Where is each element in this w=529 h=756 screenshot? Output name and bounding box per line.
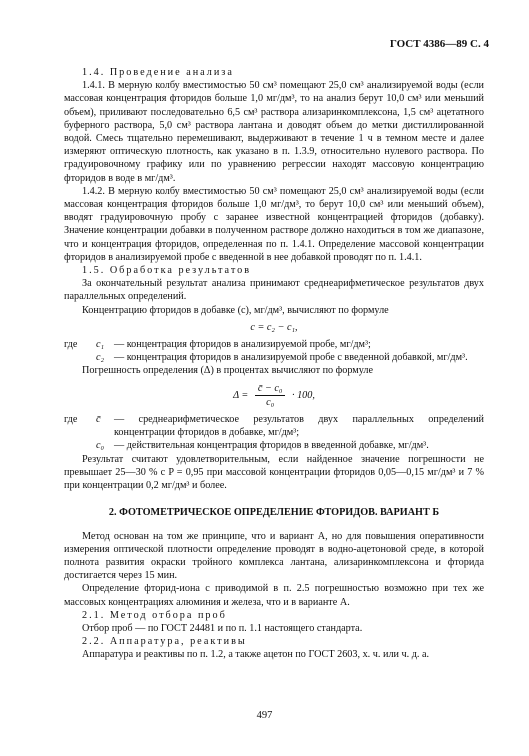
formula-c: c = c₂ − c₁, [250, 321, 298, 333]
section-2-2-title: 2.2. Аппаратура, реактивы [82, 636, 247, 648]
formula-rhs: · 100, [291, 389, 315, 401]
paragraph-2-2: Определение фторид-иона с приводимой в п. 2.5 погрешностью возможно при тех же массовых концентрациях алюминия и железа, что и в варианте А. [64, 583, 484, 608]
fraction-denominator: c₀ [266, 396, 275, 408]
variable-symbol: c₂ [96, 352, 105, 364]
paragraph-1-5-3: Погрешность определения (Δ) в процентах вычисляют по формуле [82, 365, 373, 377]
section-2-title: 2. ФОТОМЕТРИЧЕСКОЕ ОПРЕДЕЛЕНИЕ ФТОРИДОВ. ВАРИАНТ Б [108, 507, 440, 519]
formula-fraction [255, 382, 286, 409]
paragraph-1-5-2: Концентрацию фторидов в добавке (с), мг/дм³, вычисляют по формуле [82, 304, 389, 316]
paragraph-1-4-1: 1.4.1. В мерную колбу вместимостью 50 см³ помещают 25,0 см³ анализируемой воды (если массовая концентрация фторидов больше 1,0 мг/дм³, то на анализ берут 10,0 см³ или меньший объем), приливают последовательно 6,5 см³ раствора ализаринкомплексона, 1,5 см³ ацетатного буферного раствора, 5,0 см³ раствора лантана и доводят объем до метки дистиллированной водой. Смесь тщательно перемешивают, выдерживают в течение 1 ч в темном месте и далее измеряют оптическую плотность, как указано в п. 1.3.9, относительно нулевого раствора. По градуировочному графику или по уравнению регрессии находят массовую концентрацию фторидов в воде в мг/дм³. [64, 80, 484, 184]
where-row [64, 439, 484, 452]
section-2-1-title: 2.1. Метод отбора проб [82, 609, 227, 621]
paragraph-2-1: Метод основан на том же принципе, что и вариант А, но для повышения оперативности измерения оптической плотности определение проводят в водно-ацетоновой среде, в которой полнота развития окраски тройного комплекса лантана, ализаринкомплексона и фторида достигается через 15 мин. [64, 530, 484, 582]
where-row [64, 338, 484, 351]
where-label: где [64, 414, 78, 426]
section-1-4-title: 1.4. Проведение анализа [82, 67, 234, 78]
fraction-numerator: c̄ − c₀ [255, 382, 286, 396]
formula-lhs: Δ = [233, 389, 249, 401]
paragraph-1-5-1: За окончательный результат анализа принимают среднеарифметическое результатов двух параллельных определений. [64, 278, 484, 303]
section-1-5-title: 1.5. Обработка результатов [82, 265, 252, 277]
variable-description: — среднеарифметическое результатов двух параллельных определений концентрации фторидов в добавке, мг/дм³; [114, 414, 484, 439]
variable-symbol: c₁ [96, 339, 105, 351]
where-label: где [64, 339, 78, 351]
paragraph-2-1-text: Отбор проб — по ГОСТ 24481 и по п. 1.1 настоящего стандарта. [82, 622, 363, 634]
where-row [64, 413, 484, 439]
formula-delta [64, 382, 484, 409]
page-header: ГОСТ 4386—89 С. 4 [389, 38, 489, 50]
paragraph-1-5-4: Результат считают удовлетворительным, если найденное значение погрешности не превышает 25—30 % с P = 0,95 при массовой концентрации фторидов 0,05—0,15 мг/дм³ и 7 % при концентрации 0,2 мг/дм³ и более. [64, 453, 484, 492]
paragraph-1-4-2: 1.4.2. В мерную колбу вместимостью 50 см³ помещают 25,0 см³ анализируемой воды (если массовая концентрация фторидов больше 1,0 мг/дм³, то берут 10,0 см³ или меньший объем), вводят градуировочную пробу с заранее известной концентрацией фторидов (добавку). Значение концентрации добавки в полученном растворе должно находиться в том же диапазоне, что и концентрация фторидов, определенная по п. 1.4.1. Определение массовой концентрации фторидов в анализируемой пробе с введенной в нее добавкой проводят по п. 1.4.1. [64, 185, 484, 263]
variable-symbol: c̄ [96, 414, 101, 426]
variable-description: — концентрация фторидов в анализируемой пробе, мг/дм³; [114, 339, 371, 351]
document-body [64, 66, 484, 662]
variable-description: — концентрация фторидов в анализируемой пробе с введенной добавкой, мг/дм³. [114, 352, 468, 364]
page-number: 497 [256, 710, 273, 721]
where-row [64, 351, 484, 364]
variable-symbol: c₀ [96, 440, 105, 452]
paragraph-2-2-text: Аппаратура и реактивы по п. 1.2, а также ацетон по ГОСТ 2603, х. ч. или ч. д. а. [82, 649, 430, 661]
variable-description: — действительная концентрация фторидов в введенной добавке, мг/дм³. [114, 440, 429, 452]
